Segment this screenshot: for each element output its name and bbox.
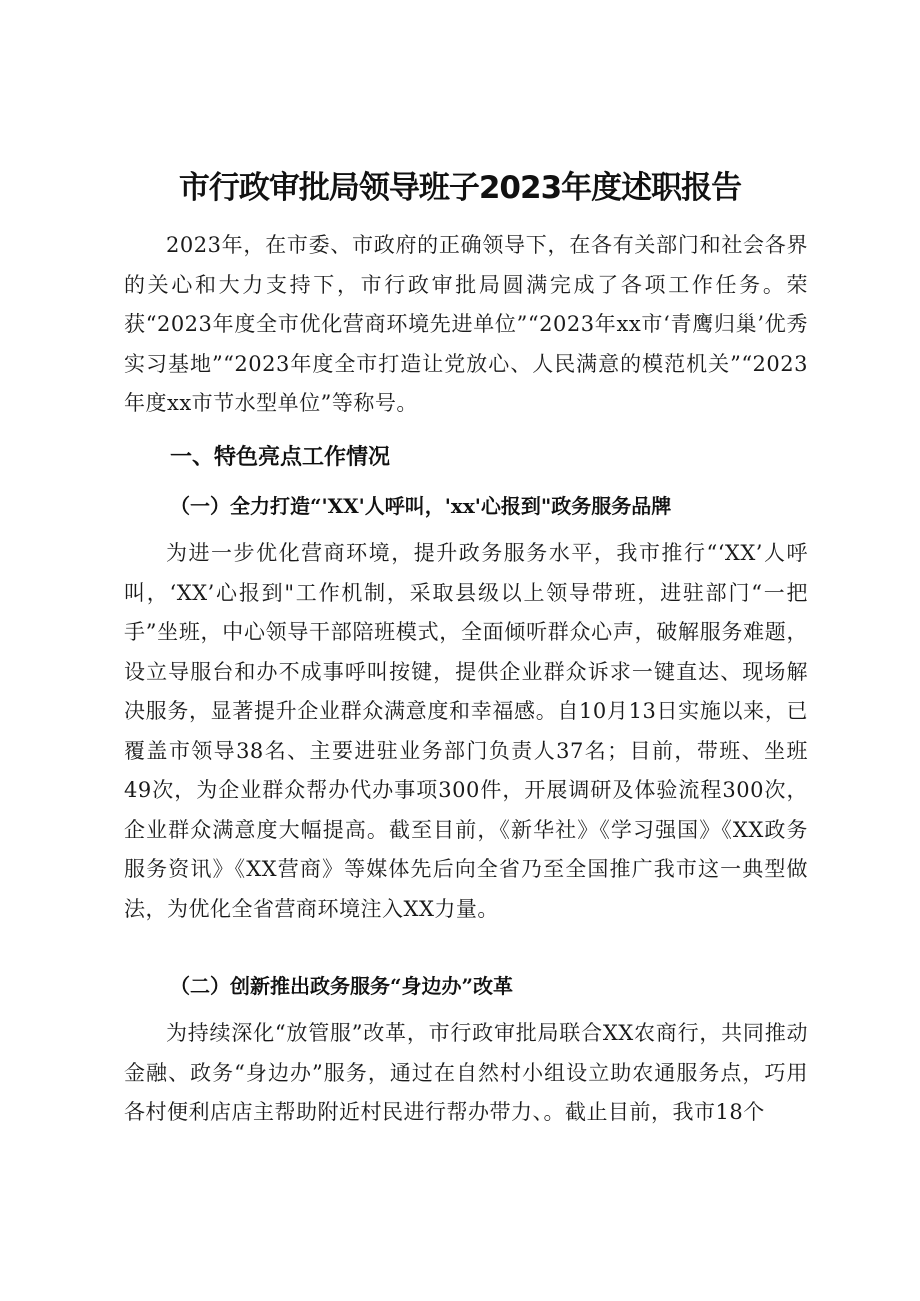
subsection-heading-1: （一）全力打造“'XX'人呼叫，'xx'心报到"政务服务品牌 xyxy=(170,494,672,518)
intro-paragraph: 2023年，在市委、市政府的正确领导下，在各有关部门和社会各界的关心和大力支持下，市行政审批局圆满完成了各项工作任务。荣获“2023年度全市优化营商环境先进单位”“2023年xx市‘青鹰归巢’优秀实习基地”“2023年度全市打造让党放心、人民满意的模范机关”“2023年度xx市节水型单位”等称号。 xyxy=(124,233,808,415)
subsection-heading-2: （二）创新推出政务服务“身边办”改革 xyxy=(170,974,514,998)
subsection-1-paragraph: 为进一步优化营商环境，提升政务服务水平，我市推行“‘XX’人呼叫，‘XX’心报到"工作机制，采取县级以上领导带班，进驻部门“一把手”坐班，中心领导干部陪班模式，全面倾听群众心声，破解服务难题，设立导服台和办不成事呼叫按键，提供企业群众诉求一键直达、现场解决服务，显著提升企业群众满意度和幸福感。自10月13日实施以来，已覆盖市领导38名、主要进驻业务部门负责人37名；目前，带班、坐班49次，为企业群众帮办代办事项300件，开展调研及体验流程300次，企业群众满意度大幅提高。截至目前，《新华社》《学习强国》《XX政务服务资讯》《XX营商》等媒体先后向全省乃至全国推广我市这一典型做法，为优化全省营商环境注入XX力量。 xyxy=(124,541,808,921)
document-title: 市行政审批局领导班子2023年度述职报告 xyxy=(178,170,742,206)
section-heading-1: 一、特色亮点工作情况 xyxy=(170,445,391,470)
subsection-2-paragraph: 为持续深化“放管服”改革，市行政审批局联合XX农商行，共同推动金融、政务“身边办”服务，通过在自然村小组设立助农通服务点，巧用各村便利店店主帮助附近村民进行帮办带力、。截止目前，我市18个 xyxy=(124,1021,808,1124)
